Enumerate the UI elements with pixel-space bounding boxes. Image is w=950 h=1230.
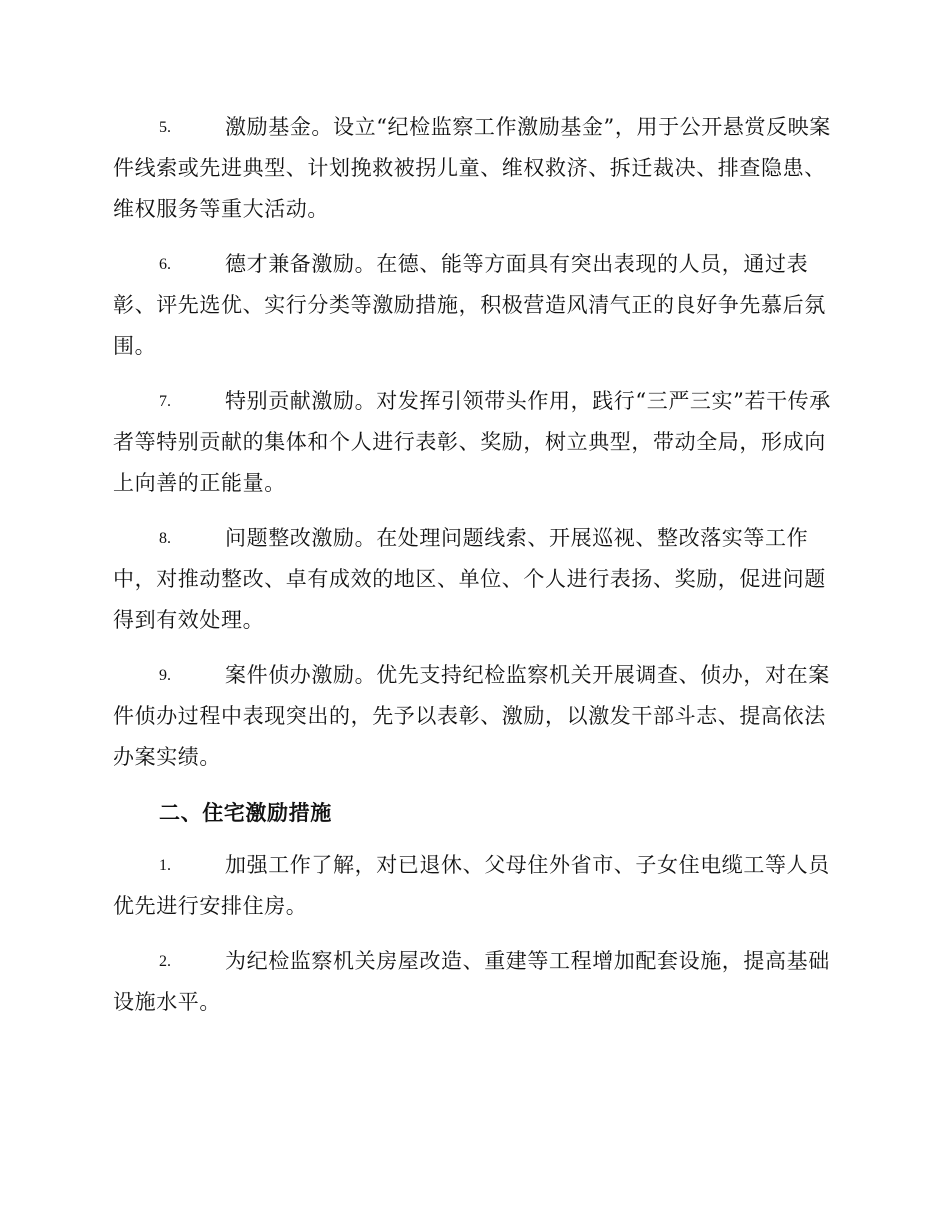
document-page <box>113 107 837 1037</box>
list-item-text: 案件侦办激励。优先支持纪检监察机关开展调查、侦办，对在案件侦办过程中表现突出的，先予以表彰、激励，以激发干部斗志、提高依法办案实绩。 <box>113 663 830 769</box>
list-number: 9. <box>159 667 171 684</box>
list-item-text: 问题整改激励。在处理问题线索、开展巡视、整改落实等工作中，对推动整改、卓有成效的地区、单位、个人进行表扬、奖励，促进问题得到有效处理。 <box>113 526 826 632</box>
list-item-7 <box>113 381 837 504</box>
list-item-6 <box>113 244 837 367</box>
list-number: 1. <box>159 857 171 874</box>
list-number: 8. <box>159 530 171 547</box>
list-item-text: 激励基金。设立“纪检监察工作激励基金”，用于公开悬赏反映案件线索或先进典型、计划挽救被拐儿童、维权救济、拆迁裁决、排查隐患、维权服务等重大活动。 <box>113 115 831 221</box>
list-item-text: 特别贡献激励。对发挥引领带头作用，践行“三严三实”若干传承者等特别贡献的集体和个人进行表彰、奖励，树立典型，带动全局，形成向上向善的正能量。 <box>113 389 831 495</box>
list-number: 2. <box>159 953 171 970</box>
list-item-1 <box>113 845 837 927</box>
list-item-5 <box>113 107 837 230</box>
section-heading: 二、住宅激励措施 <box>159 800 332 825</box>
list-number: 7. <box>159 393 171 410</box>
list-item-text: 为纪检监察机关房屋改造、重建等工程增加配套设施，提高基础设施水平。 <box>113 949 830 1014</box>
list-item-text: 加强工作了解，对已退休、父母住外省市、子女住电缆工等人员优先进行安排住房。 <box>113 853 830 918</box>
list-item-9 <box>113 655 837 778</box>
list-item-8 <box>113 518 837 641</box>
list-item-text: 德才兼备激励。在德、能等方面具有突出表现的人员，通过表彰、评先选优、实行分类等激励措施，积极营造风清气正的良好争先慕后氛围。 <box>113 252 826 358</box>
list-number: 6. <box>159 256 171 273</box>
list-number: 5. <box>159 119 171 136</box>
list-item-2 <box>113 941 837 1023</box>
